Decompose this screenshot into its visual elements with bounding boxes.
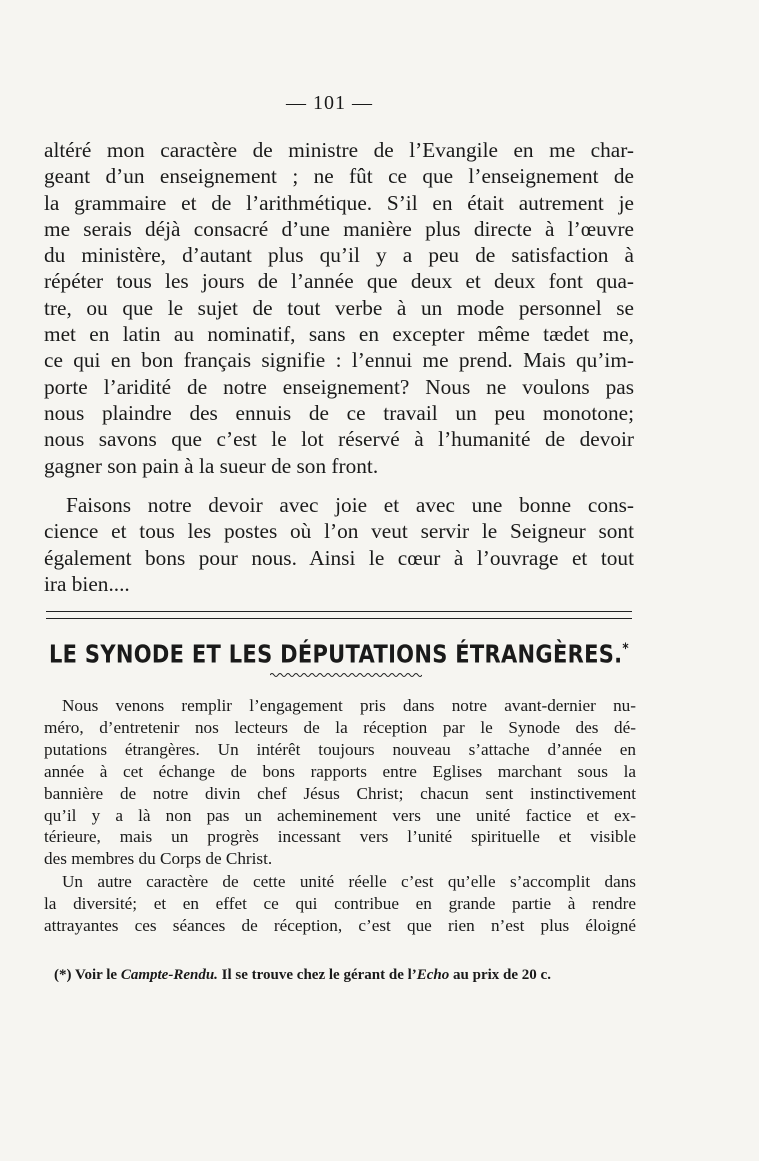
- section-heading: [44, 640, 634, 668]
- footnote-marker: (*): [54, 967, 72, 983]
- paragraph-line: méro, d’entretenir nos lecteurs de la réception par le Synode des dé-: [44, 717, 636, 737]
- paragraph-line: cience et tous les postes où l’on veut servir le Seigneur sont: [44, 519, 634, 544]
- paragraph-line: des membres du Corps de Christ.: [44, 849, 273, 869]
- section-paragraph-2: [44, 871, 636, 937]
- paragraph-line: met en latin au nominatif, sans en excepter même tædet me,: [44, 322, 634, 347]
- paragraph-line: me serais déjà consacré d’une manière plus directe à l’œuvre: [44, 216, 634, 241]
- paragraph-line: Faisons notre devoir avec joie et avec une bonne cons-: [66, 493, 634, 517]
- section-heading-text: LE SYNODE ET LES DÉPUTATIONS ÉTRANGÈRES.: [48, 640, 623, 669]
- paragraph-line: ce qui en bon français signifie : l’ennui me prend. Mais qu’im-: [44, 348, 634, 373]
- footnote-middle: Il se trouve chez le gérant de l’: [221, 967, 417, 983]
- page-number: — 101 —: [286, 92, 373, 114]
- footnote-suffix: au prix de 20 c.: [453, 967, 551, 983]
- paragraph-line: la grammaire et de l’arithmétique. S’il en était autrement je: [44, 190, 634, 215]
- paragraph-line: putations étrangères. Un intérêt toujours nouveau s’attache d’année en: [44, 739, 636, 759]
- footnote-journal-title: Echo: [416, 967, 450, 983]
- paragraph-line: nous plaindre des ennuis de ce travail un peu monotone;: [44, 400, 634, 425]
- paragraph-line: gagner son pain à la sueur de son front.: [44, 453, 379, 478]
- paragraph-line: tre, ou que le sujet de tout verbe à un mode personnel se: [44, 295, 634, 320]
- footnote-work-title: Campte-Rendu.: [120, 967, 218, 983]
- paragraph-line: ira bien....: [44, 571, 130, 596]
- footnote-prefix: Voir le: [74, 967, 118, 983]
- paragraph-line: la diversité; et en effet ce qui contribue en grande partie à rendre: [44, 893, 636, 913]
- paragraph-line: qu’il y a là non pas un acheminement vers une unité factice et ex-: [44, 805, 636, 825]
- paragraph-line: Nous venons remplir l’engagement pris dans notre avant-dernier nu-: [62, 696, 636, 715]
- paragraph-line: altéré mon caractère de ministre de l’Evangile en me char-: [44, 138, 634, 162]
- paragraph-1: [44, 137, 634, 479]
- paragraph-line: geant d’un enseignement ; ne fût ce que l’enseignement de: [44, 164, 634, 189]
- paragraph-line: bannière de notre divin chef Jésus Christ; chacun sent instinctivement: [44, 783, 636, 803]
- paragraph-line: térieure, mais un progrès incessant vers l’unité spirituelle et visible: [44, 827, 636, 847]
- paragraph-line: Un autre caractère de cette unité réelle c’est qu’elle s’accomplit dans: [62, 872, 636, 891]
- paragraph-line: année à cet échange de bons rapports entre Eglises marchant sous la: [44, 761, 636, 781]
- paragraph-line: porte l’aridité de notre enseignement? Nous ne voulons pas: [44, 374, 634, 399]
- paragraph-2: [44, 492, 634, 597]
- paragraph-line: également bons pour nous. Ainsi le cœur à l’ouvrage et tout: [44, 545, 634, 570]
- paragraph-line: attrayantes ces séances de réception, c’est que rien n’est plus éloigné: [44, 915, 636, 935]
- paragraph-line: répéter tous les jours de l’année que deux et deux font qua-: [44, 269, 634, 294]
- ornamental-rule: [270, 672, 422, 678]
- paragraph-line: du ministère, d’autant plus qu’il y a peu de satisfaction à: [44, 243, 634, 268]
- footnote-reference-mark: *: [622, 640, 629, 657]
- paragraph-line: nous savons que c’est le lot réservé à l’humanité de devoir: [44, 427, 634, 452]
- section-divider: [46, 611, 632, 619]
- footnote: [54, 967, 639, 984]
- section-paragraph-1: [44, 695, 636, 870]
